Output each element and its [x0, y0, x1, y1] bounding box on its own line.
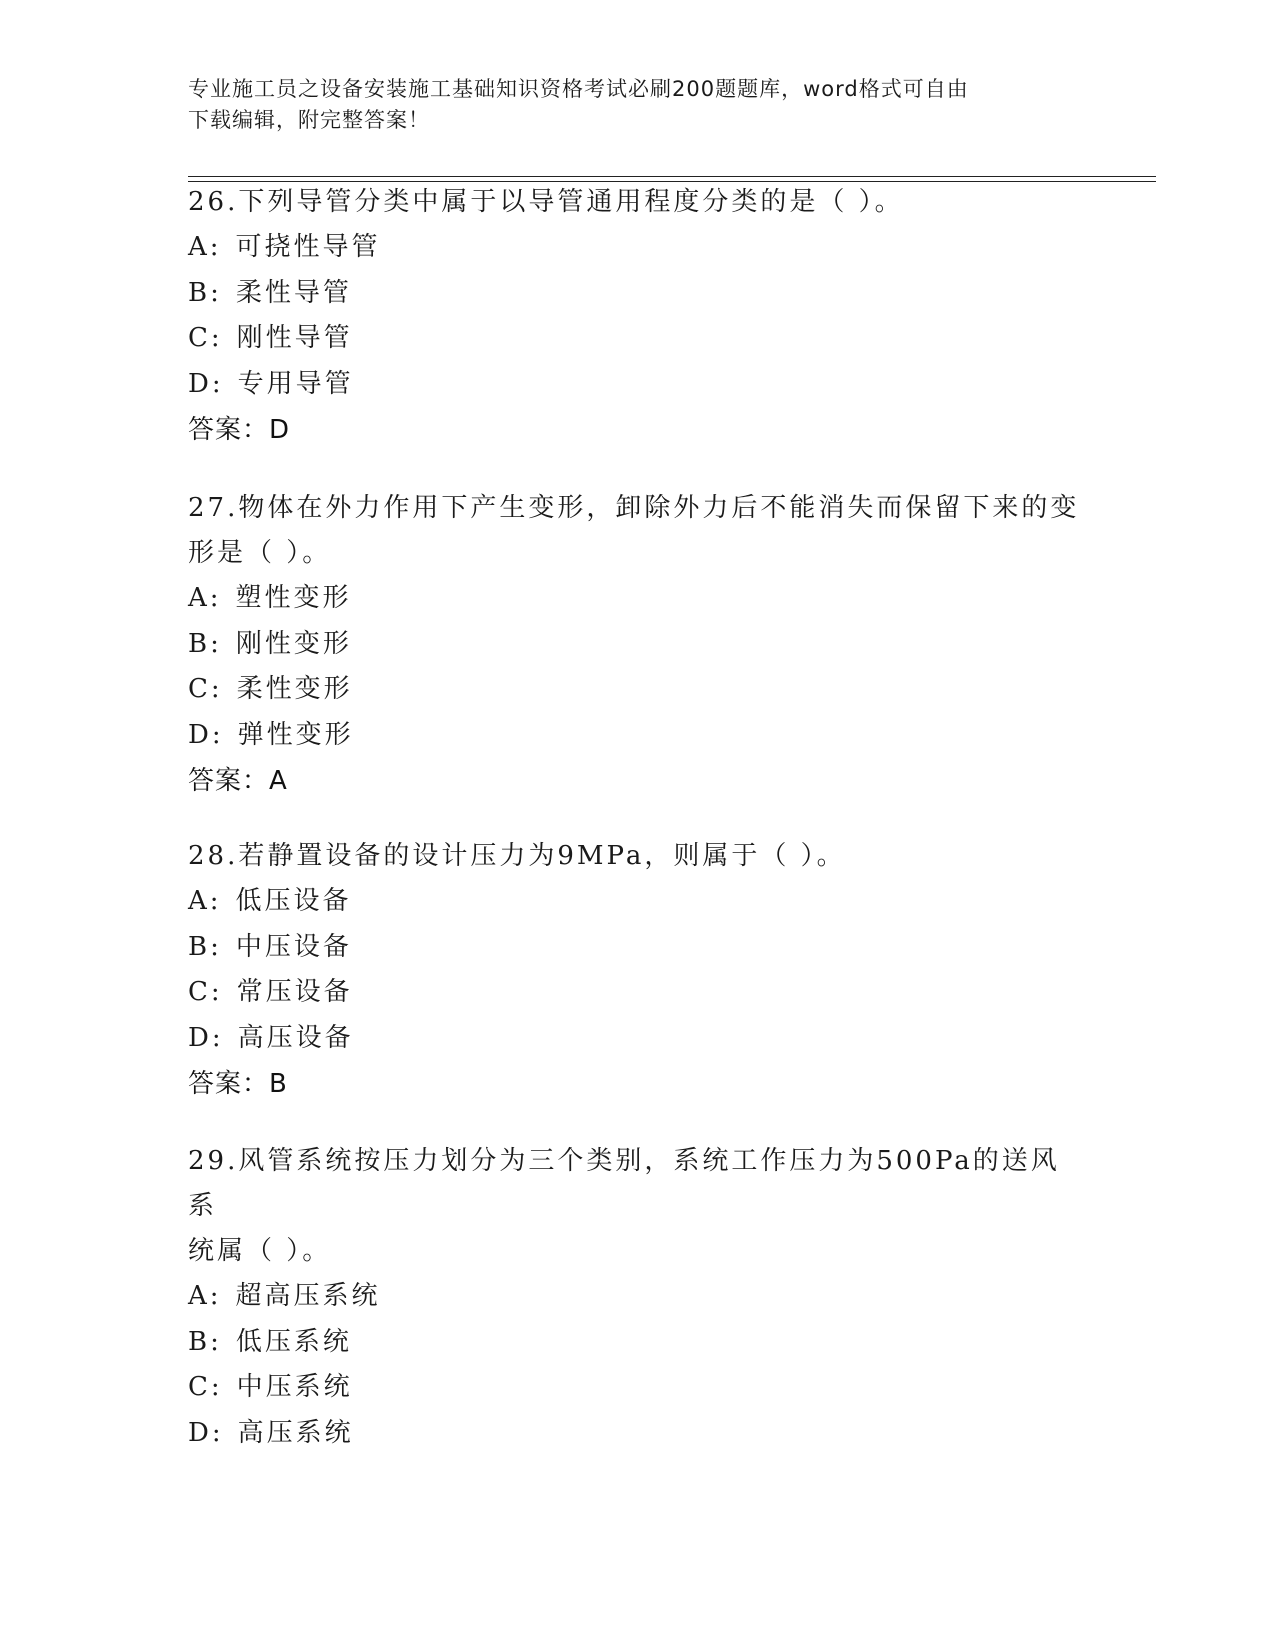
question-stem-line-2: 统属（ ）。	[188, 1236, 332, 1266]
option-c	[188, 970, 1088, 1016]
option-label: B:	[188, 277, 222, 308]
option-label: A:	[188, 583, 222, 613]
question-stem-line-2: 形是（ ）。	[188, 538, 332, 568]
document-header	[188, 74, 1088, 136]
option-b	[188, 271, 1088, 317]
question-29	[188, 1139, 1088, 1456]
option-a	[188, 879, 1088, 925]
option-label: D:	[188, 1022, 224, 1053]
question-28	[188, 834, 1088, 1107]
option-text: 柔性变形	[236, 674, 353, 704]
option-text: 刚性导管	[236, 323, 353, 353]
option-c	[188, 1365, 1088, 1411]
option-b	[188, 925, 1088, 971]
option-text: 中压系统	[236, 1372, 353, 1402]
question-stem: 28.若静置设备的设计压力为9MPa，则属于（ ）。	[188, 841, 846, 871]
option-label: C:	[188, 674, 223, 704]
option-text: 专用导管	[237, 368, 354, 399]
question-26	[188, 180, 1088, 453]
answer-line: 答案：D	[188, 415, 291, 445]
option-text: 刚性变形	[235, 628, 352, 659]
option-c	[188, 316, 1088, 362]
header-line-1: 专业施工员之设备安装施工基础知识资格考试必刷200题题库，word格式可自由	[188, 77, 969, 101]
option-b	[188, 1320, 1088, 1366]
option-text: 可挠性导管	[235, 232, 381, 262]
question-stem-line-1: 27.物体在外力作用下产生变形，卸除外力后不能消失而保留下来的变	[188, 493, 1080, 523]
option-text: 常压设备	[236, 977, 353, 1007]
option-label: B:	[188, 931, 222, 962]
option-a	[188, 225, 1088, 271]
option-label: B:	[188, 628, 222, 659]
option-text: 超高压系统	[235, 1281, 381, 1311]
option-label: A:	[188, 1281, 222, 1311]
option-label: C:	[188, 1372, 223, 1402]
option-label: D:	[188, 368, 224, 399]
option-a	[188, 576, 1088, 622]
option-text: 柔性导管	[235, 277, 352, 308]
option-a	[188, 1274, 1088, 1320]
option-text: 高压系统	[237, 1417, 354, 1448]
question-stem-line-1: 29.风管系统按压力划分为三个类别，系统工作压力为500Pa的送风系	[188, 1146, 1060, 1221]
option-label: A:	[188, 886, 222, 916]
option-text: 弹性变形	[237, 719, 354, 750]
option-label: A:	[188, 232, 222, 262]
option-label: D:	[188, 719, 224, 750]
option-text: 低压系统	[235, 1326, 352, 1357]
answer-line: 答案：B	[188, 1069, 288, 1099]
option-text: 塑性变形	[235, 583, 352, 613]
option-text: 高压设备	[237, 1022, 354, 1053]
option-b	[188, 622, 1088, 668]
answer-line: 答案：A	[188, 766, 288, 796]
option-d	[188, 713, 1088, 759]
option-label: B:	[188, 1326, 222, 1357]
option-label: D:	[188, 1417, 224, 1448]
question-stem: 26.下列导管分类中属于以导管通用程度分类的是（ ）。	[188, 187, 904, 217]
header-divider-top	[188, 176, 1156, 177]
question-27	[188, 486, 1088, 804]
option-label: C:	[188, 323, 223, 353]
option-d	[188, 362, 1088, 408]
option-label: C:	[188, 977, 223, 1007]
option-d	[188, 1016, 1088, 1062]
option-text: 低压设备	[235, 886, 352, 916]
option-text: 中压设备	[235, 931, 352, 962]
header-line-2: 下载编辑，附完整答案！	[188, 108, 430, 132]
option-c	[188, 667, 1088, 713]
option-d	[188, 1411, 1088, 1457]
